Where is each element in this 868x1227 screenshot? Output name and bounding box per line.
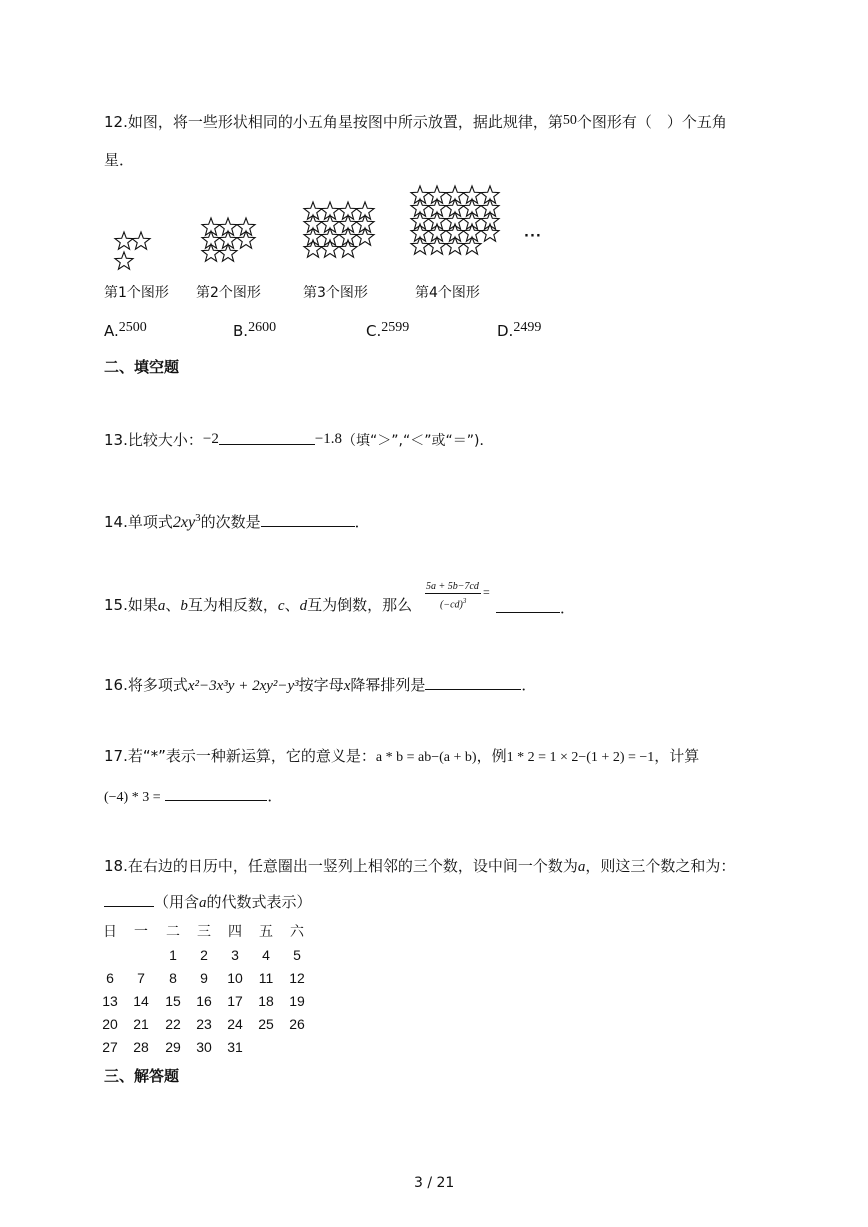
calendar-day: 24 — [227, 1016, 243, 1032]
q13-answer-blank[interactable] — [219, 430, 315, 445]
section-2-heading: 二、填空题 — [104, 358, 180, 376]
q12-stem-b: 个图形有（ ）个五角 — [576, 113, 727, 131]
q15-denominator: $(-cd)^3$ — [440, 597, 467, 611]
star-icon — [131, 231, 151, 251]
calendar-weekday: 一 — [134, 923, 148, 939]
star-icon — [480, 223, 500, 243]
star-icon — [236, 230, 256, 250]
q13: 13.比较大小：−2 −1.8（填“＞”,“＜”或“＝”)． — [104, 431, 494, 449]
calendar-day: 3 — [231, 947, 239, 963]
calendar-day: 17 — [227, 993, 243, 1009]
calendar-day: 23 — [196, 1016, 212, 1032]
calendar-day: 10 — [227, 970, 243, 986]
calendar-weekday: 四 — [228, 923, 242, 939]
figure-label-3: 第3个图形 — [303, 285, 368, 301]
calendar-day: 16 — [196, 993, 212, 1009]
q15-fraction-bar — [425, 593, 481, 594]
calendar-day: 14 — [133, 993, 149, 1009]
star-icon — [218, 243, 238, 263]
q18-line1: 18.在右边的日历中，任意圈出一竖列上相邻的三个数，设中间一个数为a，则这三个数之和为： — [104, 857, 736, 875]
calendar-day: 26 — [289, 1016, 305, 1032]
q18-line2: （用含a的代数式表示） — [104, 892, 312, 911]
calendar-day: 7 — [137, 970, 145, 986]
star-icon — [462, 236, 482, 256]
q15-answer-blank[interactable] — [496, 598, 560, 613]
calendar-weekday: 五 — [259, 923, 273, 939]
calendar-day: 2 — [200, 947, 208, 963]
star-icon — [338, 239, 358, 259]
calendar-day: 12 — [289, 970, 305, 986]
calendar-day: 28 — [133, 1039, 149, 1055]
calendar-day: 11 — [258, 970, 274, 986]
star-icon — [114, 251, 134, 271]
q17-answer-blank[interactable] — [165, 786, 267, 801]
calendar-day: 1 — [169, 947, 177, 963]
star-icon — [355, 227, 375, 247]
calendar-day: 15 — [165, 993, 181, 1009]
q14-answer-blank[interactable] — [261, 512, 355, 527]
calendar-day: 9 — [200, 970, 208, 986]
calendar-day: 25 — [258, 1016, 274, 1032]
option-b: B.2600 — [233, 320, 277, 340]
calendar-day: 13 — [102, 993, 118, 1009]
q15-equals: = — [483, 585, 490, 599]
calendar-day: 5 — [293, 947, 301, 963]
q12-stem-line1 — [104, 115, 727, 131]
option-c: C.2599 — [366, 320, 410, 340]
figure-label-2: 第2个图形 — [196, 285, 261, 301]
option-d: D.2499 — [497, 320, 542, 340]
q17-line2: (−4) * 3 = ． — [104, 787, 283, 805]
q12-stem-line2: 星． — [104, 151, 135, 169]
calendar-weekday: 六 — [290, 923, 304, 939]
q17-line1: 17.若“*”表示一种新运算，它的意义是：a * b = ab−(a + b)，例1 * 2 = 1 × 2−(1 + 2) = −1，计算 — [104, 747, 700, 765]
calendar-day: 19 — [289, 993, 305, 1009]
calendar-weekday: 三 — [197, 923, 211, 939]
q15: 15.如果a、b互为相反数，c、d互为倒数，那么 — [104, 596, 413, 614]
calendar-weekday: 日 — [103, 923, 117, 939]
q18-answer-blank[interactable] — [104, 892, 154, 907]
q16-answer-blank[interactable] — [425, 675, 521, 690]
calendar-day: 31 — [227, 1039, 243, 1055]
q15-numerator: 5a + 5b−7cd — [426, 581, 479, 592]
calendar-day: 22 — [165, 1016, 181, 1032]
q14: 14.单项式$2xy^3$的次数是 ． — [104, 512, 370, 531]
q16: 16.将多项式x²−3x³y + 2xy²−y³按字母x降幂排列是 ． — [104, 676, 537, 694]
option-a: A.2500 — [104, 320, 147, 340]
page-number: 3 / 21 — [414, 1175, 455, 1191]
q12-stem-a: 12.如图，将一些形状相同的小五角星按图中所示放置，据此规律，第 — [104, 113, 563, 131]
figure-label-1: 第1个图形 — [104, 285, 169, 301]
calendar-day: 18 — [258, 993, 274, 1009]
calendar-day: 27 — [102, 1039, 118, 1055]
calendar-day: 6 — [106, 970, 114, 986]
calendar-day: 4 — [262, 947, 270, 963]
q15-tail: ． — [496, 598, 575, 616]
calendar-day: 20 — [102, 1016, 118, 1032]
calendar-day: 8 — [169, 970, 177, 986]
calendar-day: 21 — [133, 1016, 149, 1032]
calendar-weekday: 二 — [166, 923, 180, 939]
calendar-day: 30 — [196, 1039, 212, 1055]
calendar-day: 29 — [165, 1039, 181, 1055]
section-3-heading: 三、解答题 — [104, 1067, 180, 1085]
figure-label-4: 第4个图形 — [415, 285, 480, 301]
q12-n: 50 — [562, 113, 577, 128]
q12-ellipsis: ··· — [524, 229, 542, 244]
